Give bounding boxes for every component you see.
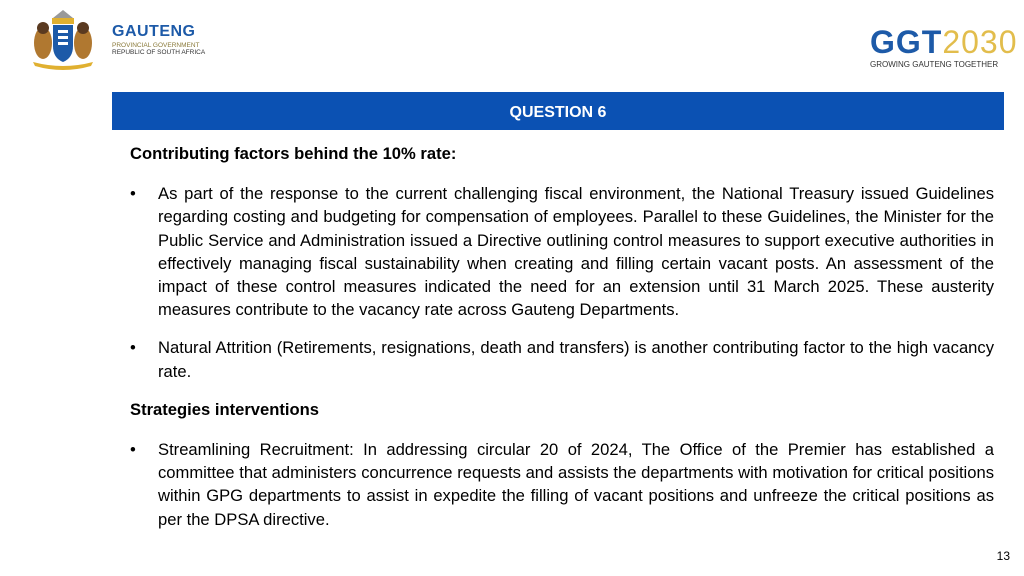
bullet-item bbox=[130, 438, 994, 531]
page-number: 13 bbox=[996, 549, 1010, 563]
section-heading: Contributing factors behind the 10% rate: bbox=[130, 144, 457, 163]
ggt-text: GGT bbox=[870, 24, 943, 60]
gauteng-subtitle: PROVINCIAL GOVERNMENT bbox=[112, 41, 200, 49]
coat-of-arms-icon bbox=[18, 8, 108, 72]
slide-title-bar bbox=[112, 92, 1004, 130]
bullet-icon: • bbox=[130, 440, 136, 460]
gauteng-logo bbox=[18, 8, 205, 72]
gauteng-country: REPUBLIC OF SOUTH AFRICA bbox=[112, 49, 206, 56]
bullet-item bbox=[130, 182, 994, 321]
slide-title: QUESTION 6 bbox=[509, 104, 607, 121]
slide-content bbox=[130, 142, 994, 531]
bullet-icon: • bbox=[130, 184, 136, 204]
section-heading: Strategies interventions bbox=[130, 399, 320, 419]
bullet-text: Streamlining Recruitment: In addressing circular 20 of 2024, The Office of the Premier has established a committee that administers concurrence requests and assists the departments with motivation for critical positions within GPG departments to assist in expedite the filling of vacant positions and unfreeze the critical positions as per the DPSA directive. bbox=[158, 440, 994, 529]
ggt2030-logo bbox=[870, 26, 1018, 69]
ggt-year: 2030 bbox=[942, 24, 1018, 60]
gauteng-title: GAUTENG bbox=[112, 22, 196, 40]
ggt-tagline: GROWING GAUTENG TOGETHER bbox=[870, 60, 999, 69]
bullet-item bbox=[130, 336, 994, 382]
bullet-text: As part of the response to the current challenging fiscal environment, the National Treasury issued Guidelines regarding costing and budgeting for compensation of employees. Parallel to these Guidelines, the Minister for the Public Service and Administration issued a Directive outlining control measures to support executive authorities in effectively managing fiscal sustainability when creating and filling certain vacant posts. An assessment of the impact of these control measures indicated the need for an extension until 31 March 2025. These austerity measures contribute to the vacancy rate across Gauteng Departments. bbox=[158, 184, 994, 320]
bullet-text: Natural Attrition (Retirements, resignations, death and transfers) is another contributing factor to the high vacancy rate. bbox=[158, 338, 994, 381]
bullet-icon: • bbox=[130, 338, 136, 358]
